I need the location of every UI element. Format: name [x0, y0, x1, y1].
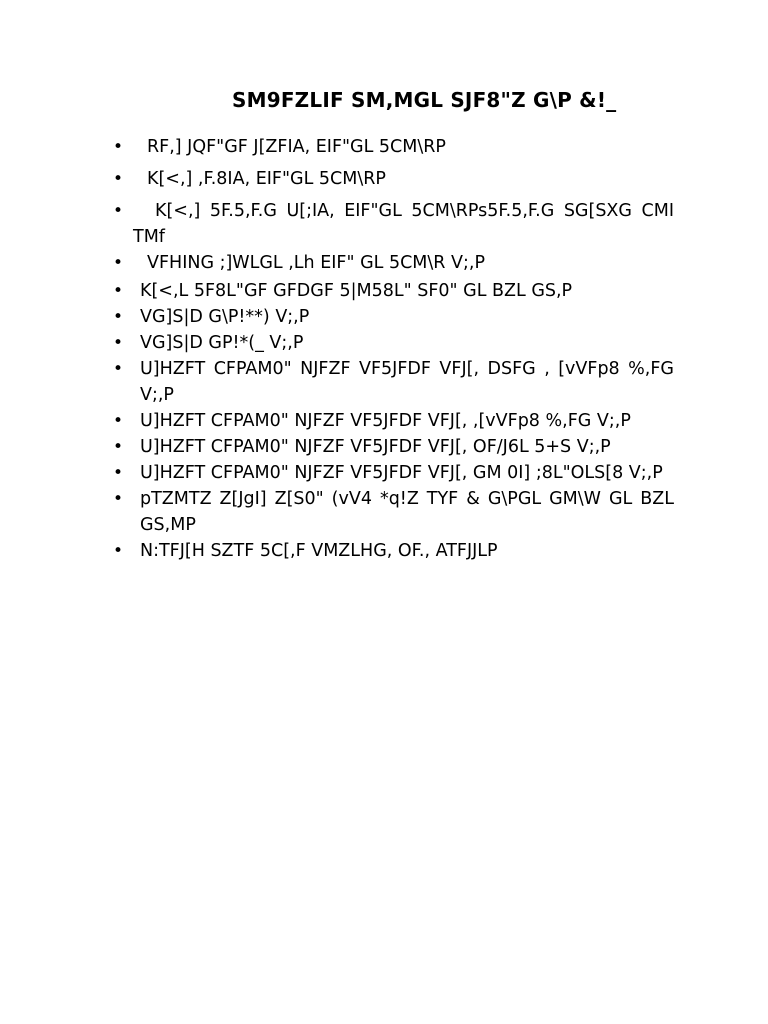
- bullet-icon: •: [113, 437, 124, 457]
- list-item-text: RF,] JQF"GF J[ZFIA, EIF"GL 5CM\RP: [147, 137, 446, 157]
- bullet-icon: •: [113, 307, 124, 327]
- list-item: [110, 278, 674, 304]
- document-title: SM9FZLIF SM,MGL SJF8"Z G\P &!_: [232, 88, 617, 112]
- list-item-text: K[<,] 5F.5,F.G U[;IA, EIF"GL 5CM\RPs5F.5,F.G SG[SXG CMI TMf: [133, 201, 674, 247]
- list-item: [110, 198, 674, 250]
- list-item-text: U]HZFT CFPAM0" NJFZF VF5JFDF VFJ[, GM 0I] ;8L"OLS[8 V;,P: [140, 463, 663, 483]
- list-item-text: pTZMTZ Z[JgI] Z[S0" (vV4 *q!Z TYF & G\PGL GM\W GL BZL GS,MP: [140, 489, 674, 535]
- list-item-text: U]HZFT CFPAM0" NJFZF VF5JFDF VFJ[, ,[vVFp8 %,FG V;,P: [140, 411, 631, 431]
- bullet-icon: •: [113, 541, 124, 561]
- bullet-icon: •: [113, 359, 124, 379]
- bullet-icon: •: [113, 253, 124, 273]
- list-item-text: U]HZFT CFPAM0" NJFZF VF5JFDF VFJ[, DSFG , [vVFp8 %,FG V;,P: [140, 359, 674, 405]
- bullet-icon: •: [113, 281, 124, 301]
- bullet-icon: •: [113, 463, 124, 483]
- list-item-text: U]HZFT CFPAM0" NJFZF VF5JFDF VFJ[, OF/J6L 5+S V;,P: [140, 437, 611, 457]
- bullet-icon: •: [113, 169, 124, 189]
- list-item: [110, 356, 674, 408]
- bullet-icon: •: [113, 333, 124, 353]
- list-item-text: VG]S|D G\P!**) V;,P: [140, 307, 310, 327]
- list-item: [110, 166, 674, 192]
- list-item: [110, 250, 674, 276]
- bullet-icon: •: [113, 137, 124, 157]
- list-item-text: VFHING ;]WLGL ,Lh EIF" GL 5CM\R V;,P: [147, 253, 486, 273]
- list-item: [110, 408, 674, 434]
- list-item: [110, 460, 674, 486]
- list-item: [110, 134, 674, 160]
- bullet-icon: •: [113, 489, 124, 509]
- list-item: [110, 538, 674, 564]
- list-item: [110, 434, 674, 460]
- list-item: [110, 330, 674, 356]
- list-item-text: K[<,] ,F.8IA, EIF"GL 5CM\RP: [147, 169, 386, 189]
- list-item-text: N:TFJ[H SZTF 5C[,F VMZLHG, OF., ATFJJLP: [140, 541, 498, 561]
- list-item: [110, 486, 674, 538]
- list-item: [110, 304, 674, 330]
- list-item-text: K[<,L 5F8L"GF GFDGF 5|M58L" SF0" GL BZL GS,P: [140, 281, 573, 301]
- bullet-icon: •: [113, 411, 124, 431]
- list-item-text: VG]S|D GP!*(_ V;,P: [140, 333, 304, 353]
- bullet-list: [110, 134, 674, 564]
- bullet-icon: •: [113, 201, 124, 221]
